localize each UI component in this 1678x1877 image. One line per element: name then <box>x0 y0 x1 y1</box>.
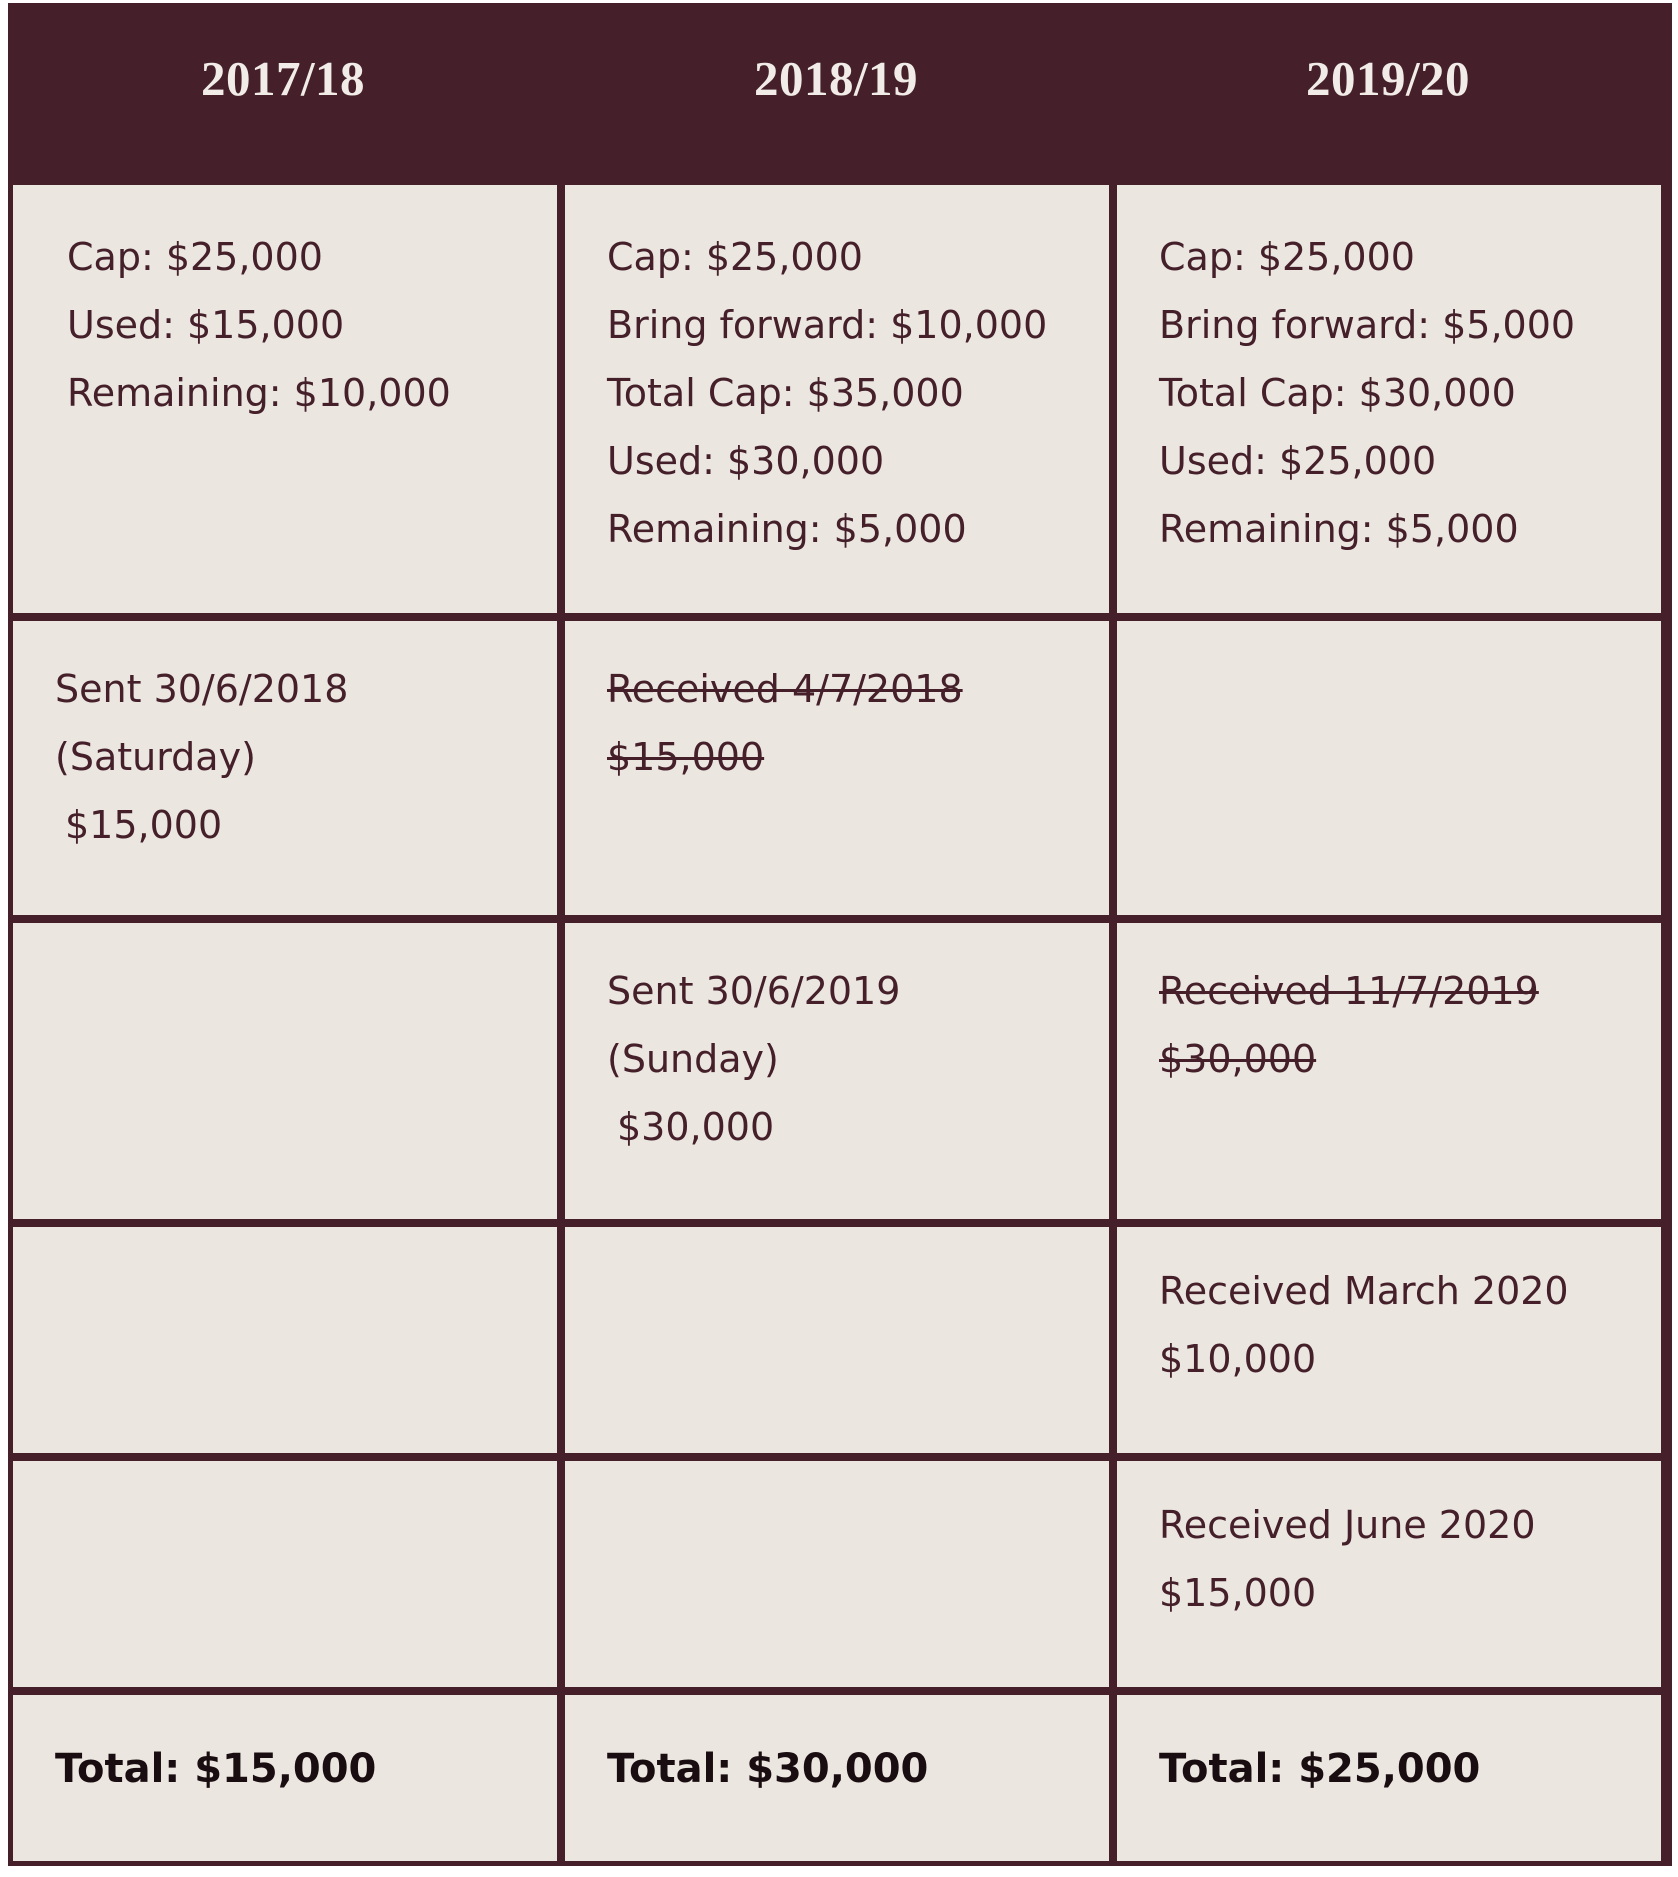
bring-forward-text: Bring forward: $5,000 <box>1159 303 1576 347</box>
bring-forward-text: Bring forward: $10,000 <box>607 303 1048 347</box>
empty-cell <box>13 923 557 1219</box>
amount-text: $15,000 <box>65 803 223 847</box>
used-text: Used: $15,000 <box>67 303 345 347</box>
amount-text: $10,000 <box>1159 1337 1317 1381</box>
table-header <box>8 3 1672 183</box>
received-cell-march-2020 <box>1117 1227 1661 1453</box>
sent-date-text: Sent 30/6/2019 <box>607 969 901 1013</box>
total-cell-2017-18 <box>13 1695 557 1861</box>
empty-cell <box>565 1227 1109 1453</box>
column-header-2019-20: 2019/20 <box>1305 50 1471 106</box>
transfer-cell-2018-19 <box>565 621 1109 915</box>
received-date-text: Received 11/7/2019 <box>1159 969 1539 1013</box>
total-cell-2018-19 <box>565 1695 1109 1861</box>
transfer-cell-2019-20 <box>1117 923 1661 1219</box>
amount-text: $15,000 <box>1159 1571 1317 1615</box>
total-cell-2019-20 <box>1117 1695 1661 1861</box>
cap-text: Cap: $25,000 <box>1159 235 1415 279</box>
weekday-text: (Saturday) <box>55 735 256 779</box>
total-text: Total: $15,000 <box>55 1746 377 1792</box>
amount-text: $30,000 <box>1159 1037 1317 1081</box>
amount-text: $30,000 <box>617 1105 775 1149</box>
used-text: Used: $30,000 <box>607 439 885 483</box>
cap-text: Cap: $25,000 <box>607 235 863 279</box>
received-cell-june-2020 <box>1117 1461 1661 1687</box>
summary-cell-2019-20 <box>1117 185 1661 613</box>
sent-date-text: Sent 30/6/2018 <box>55 667 349 711</box>
remaining-text: Remaining: $10,000 <box>67 371 451 415</box>
total-text: Total: $30,000 <box>607 1746 929 1792</box>
transfer-cell-2017-18 <box>13 621 557 915</box>
received-date-text: Received March 2020 <box>1159 1269 1569 1313</box>
received-date-text: Received June 2020 <box>1159 1503 1536 1547</box>
empty-cell <box>13 1461 557 1687</box>
empty-cell <box>565 1461 1109 1687</box>
summary-cell-2017-18 <box>13 185 557 613</box>
empty-cell <box>13 1227 557 1453</box>
used-text: Used: $25,000 <box>1159 439 1437 483</box>
cap-text: Cap: $25,000 <box>67 235 323 279</box>
column-header-2018-19: 2018/19 <box>753 50 919 106</box>
received-date-text: Received 4/7/2018 <box>607 667 963 711</box>
total-text: Total: $25,000 <box>1159 1746 1481 1792</box>
weekday-text: (Sunday) <box>607 1037 779 1081</box>
remaining-text: Remaining: $5,000 <box>607 507 967 551</box>
remaining-text: Remaining: $5,000 <box>1159 507 1519 551</box>
total-cap-text: Total Cap: $30,000 <box>1159 371 1516 415</box>
column-header-2017-18: 2017/18 <box>200 50 366 106</box>
total-cap-text: Total Cap: $35,000 <box>607 371 964 415</box>
empty-cell <box>1117 621 1661 915</box>
summary-cell-2018-19 <box>565 185 1109 613</box>
transfer-cell-2018-19 <box>565 923 1109 1219</box>
amount-text: $15,000 <box>607 735 765 779</box>
